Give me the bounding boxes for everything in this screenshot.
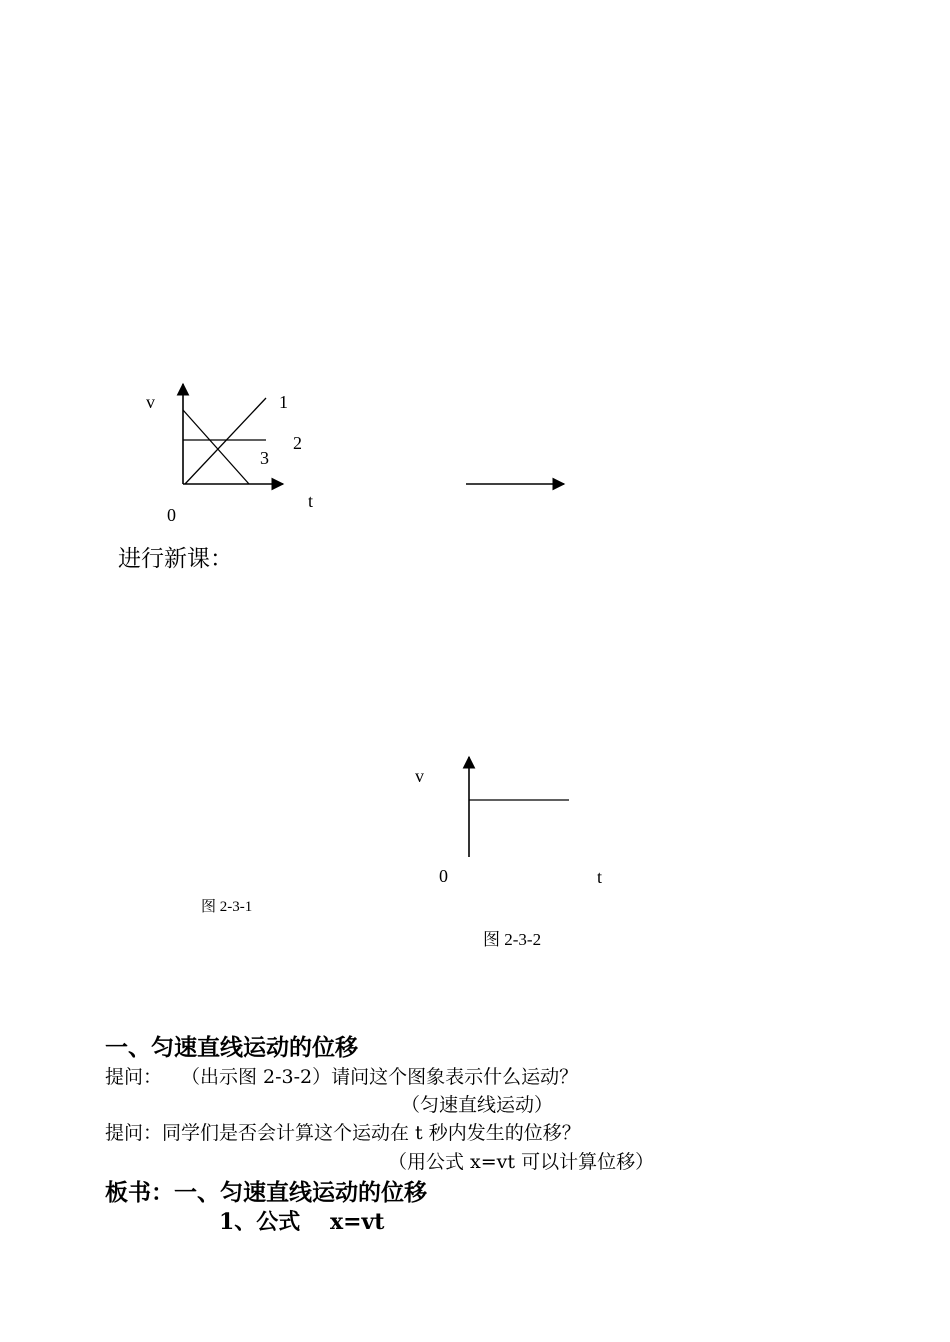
figure1-line3-label: 3 xyxy=(260,448,269,468)
figure1-line1-label: 1 xyxy=(279,392,288,412)
figure2-t-label: t xyxy=(597,867,603,887)
figure1-line-1 xyxy=(185,398,266,484)
intro-text: 进行新课： xyxy=(118,546,233,572)
figure1-t-label: t xyxy=(308,491,314,511)
figure2-v-label: v xyxy=(415,766,424,786)
question-1: 提问： （出示图 2-3-2）请问这个图象表示什么运动？ xyxy=(105,1066,579,1088)
figure1-line2-label: 2 xyxy=(293,433,302,453)
figure2-graph xyxy=(469,757,569,857)
figure2-caption: 图 2-3-2 xyxy=(483,930,542,949)
board-heading: 板书：一、匀速直线运动的位移 xyxy=(105,1179,427,1206)
question-2: 提问：同学们是否会计算这个运动在 t 秒内发生的位移？ xyxy=(105,1122,581,1144)
figure1-v-label: v xyxy=(146,392,155,412)
figure1-line-3 xyxy=(183,410,249,484)
answer-2: （用公式 x=vt 可以计算位移） xyxy=(388,1151,655,1173)
figure2-origin-label: 0 xyxy=(439,866,448,886)
section-title: 一、匀速直线运动的位移 xyxy=(105,1034,358,1061)
formula-line: 1、公式 x=vt xyxy=(219,1209,385,1235)
figure1-caption: 图 2-3-1 xyxy=(201,899,253,915)
figure1-origin-label: 0 xyxy=(167,505,176,525)
figure1-graph xyxy=(183,384,283,484)
answer-1: （匀速直线运动） xyxy=(401,1094,554,1116)
